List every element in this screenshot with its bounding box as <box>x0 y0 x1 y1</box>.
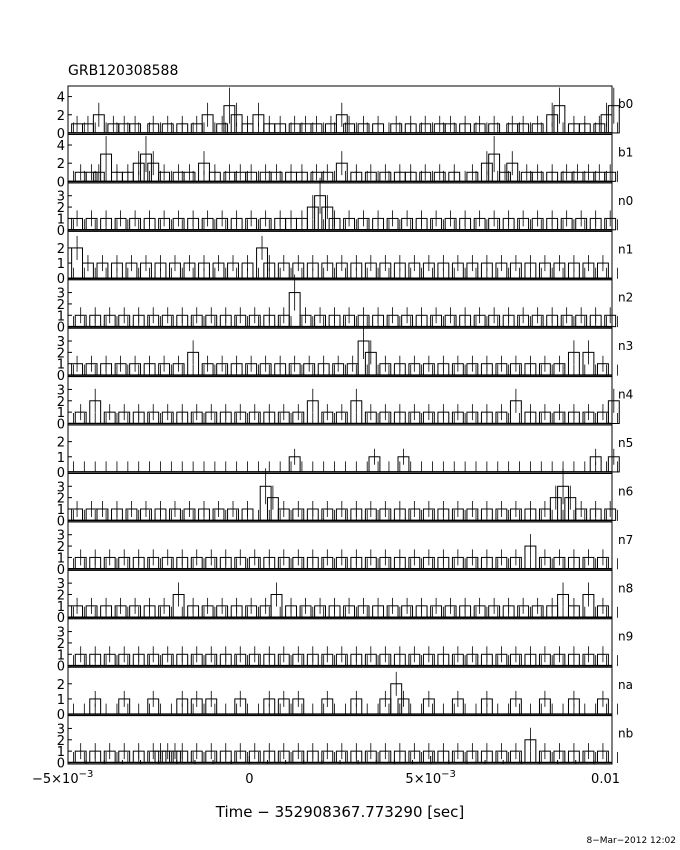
y-tick-label: 2 <box>56 157 65 173</box>
panel-na <box>57 667 633 723</box>
x-tick-label <box>32 769 93 787</box>
panel-b0 <box>57 86 634 142</box>
panel-label: n0 <box>618 193 634 208</box>
panel-label: na <box>618 678 633 693</box>
y-tick-label: 4 <box>56 90 65 106</box>
y-tick-label: 0 <box>56 320 65 336</box>
y-tick-label: 1 <box>56 450 65 466</box>
x-tick-label-exponent: −3 <box>441 769 456 780</box>
panel-n3 <box>56 320 634 385</box>
chart-title: GRB120308588 <box>68 63 179 79</box>
panel-stack <box>57 86 634 772</box>
panel-label: n1 <box>618 242 634 257</box>
y-tick-label: 1 <box>56 648 65 664</box>
y-tick-label: 2 <box>56 733 65 749</box>
y-tick-label: 1 <box>56 551 65 567</box>
panel-label: n4 <box>618 387 634 402</box>
y-tick-label: 1 <box>56 599 65 615</box>
y-tick-label: 3 <box>56 528 65 544</box>
y-tick-label: 0 <box>56 611 65 627</box>
timestamp: 8−Mar−2012 12:02 <box>586 836 676 846</box>
y-tick-label: 2 <box>56 540 65 556</box>
panel-label: n2 <box>618 290 634 305</box>
panel-label: nb <box>618 726 634 741</box>
y-tick-label: 0 <box>56 514 65 530</box>
y-tick-label: 0 <box>56 756 65 772</box>
panel-label: n7 <box>618 532 634 547</box>
y-tick-label: 1 <box>56 503 65 518</box>
panel-n7 <box>57 522 634 578</box>
x-axis <box>32 756 620 787</box>
y-tick-label: 2 <box>56 491 65 507</box>
y-tick-label: 3 <box>56 480 65 496</box>
y-tick-label: 0 <box>56 465 65 481</box>
panel-n2 <box>57 275 634 336</box>
panel-label: n9 <box>618 629 634 644</box>
y-tick-label: 3 <box>56 189 65 205</box>
x-tick-label-base: −5×10 <box>32 772 79 787</box>
y-tick-label: 2 <box>56 677 65 693</box>
panel-n0 <box>57 178 634 239</box>
y-tick-label: 1 <box>56 357 65 373</box>
panel-label: n6 <box>618 484 634 499</box>
y-tick-label: 2 <box>56 108 65 124</box>
y-tick-label: 2 <box>56 241 65 257</box>
x-tick-label-base: 0 <box>245 772 254 787</box>
y-tick-label: 0 <box>56 562 65 578</box>
panel-nb <box>57 716 634 772</box>
panel-n4 <box>57 377 634 433</box>
y-tick-label: 4 <box>56 139 65 155</box>
y-tick-label: 2 <box>56 201 65 217</box>
y-tick-label: 3 <box>56 625 65 641</box>
panel-label: n3 <box>618 339 634 354</box>
panel-label: b0 <box>618 97 634 111</box>
y-tick-label: 2 <box>56 297 65 313</box>
y-tick-label: 0 <box>56 659 65 675</box>
y-tick-label: 2 <box>56 394 65 410</box>
x-axis-label: Time − 352908367.773290 [sec] <box>215 803 465 821</box>
y-tick-label: 2 <box>56 435 65 451</box>
y-tick-label: 3 <box>56 722 65 738</box>
panel-label: n8 <box>618 581 634 596</box>
y-tick-label: 1 <box>56 257 65 273</box>
y-tick-label: 0 <box>56 369 65 385</box>
y-tick-label: 3 <box>56 577 65 593</box>
panel-n1 <box>57 231 634 287</box>
y-tick-label: 1 <box>56 745 65 761</box>
y-tick-label: 3 <box>56 335 65 350</box>
x-tick-label-base: 0.01 <box>591 772 620 787</box>
y-tick-label: 2 <box>56 346 65 362</box>
panel-label: b1 <box>618 145 634 160</box>
y-tick-label: 3 <box>56 286 65 302</box>
y-tick-label: 2 <box>56 636 65 652</box>
panel-n6 <box>56 465 634 530</box>
y-tick-label: 0 <box>56 417 65 433</box>
panel-label: n5 <box>618 436 634 450</box>
y-tick-label: 0 <box>56 175 65 191</box>
y-tick-label: 2 <box>56 588 65 604</box>
x-tick-label <box>405 769 455 787</box>
x-tick-label-exponent: −3 <box>78 769 94 780</box>
y-tick-label: 0 <box>56 272 65 288</box>
y-tick-label: 3 <box>56 383 65 399</box>
y-tick-label: 1 <box>56 212 65 228</box>
y-tick-label: 1 <box>56 309 65 325</box>
panel-n5 <box>57 425 634 481</box>
panel-n8 <box>57 570 634 626</box>
x-tick-label <box>245 772 253 787</box>
y-tick-label: 1 <box>56 692 65 708</box>
y-tick-label: 0 <box>56 126 65 142</box>
y-tick-label: 1 <box>56 406 65 422</box>
x-tick-label-base: 5×10 <box>405 772 442 787</box>
y-tick-label: 0 <box>56 708 65 724</box>
y-tick-label: 0 <box>56 223 65 239</box>
panel-b1 <box>57 134 634 190</box>
x-tick-label <box>591 772 620 787</box>
panel-n9 <box>57 619 634 675</box>
